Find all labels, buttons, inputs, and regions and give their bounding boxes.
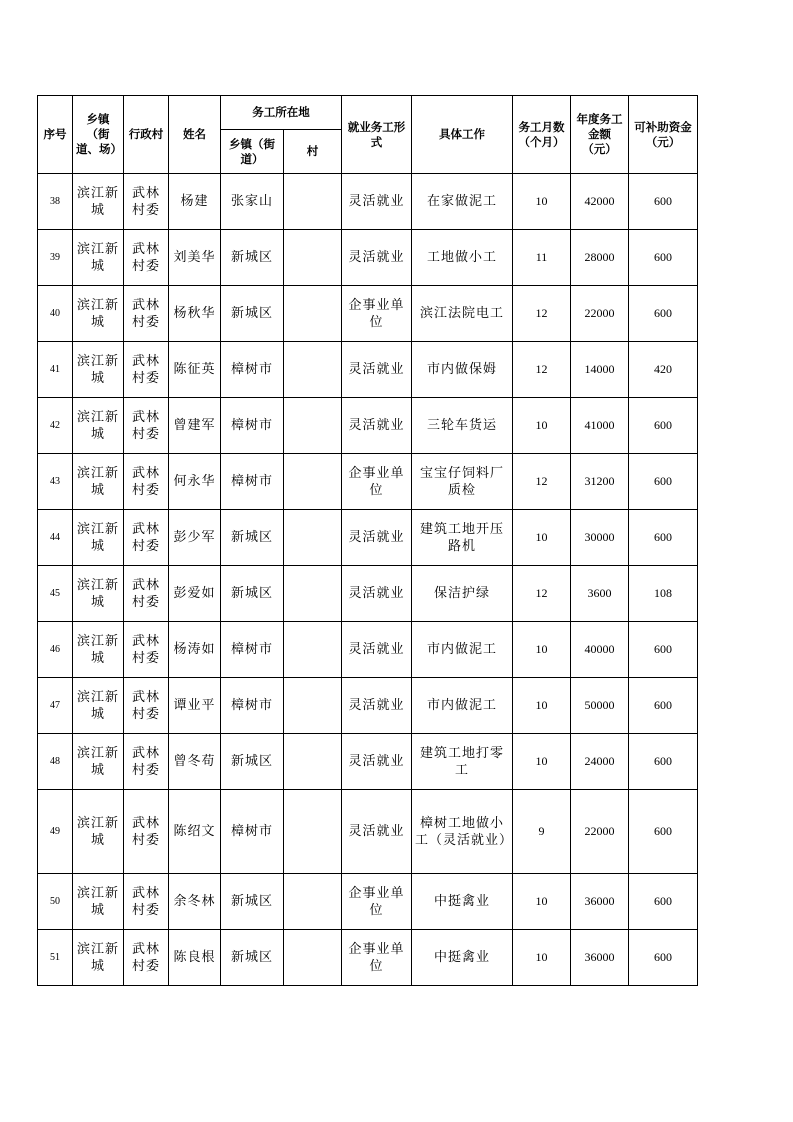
table-row	[38, 678, 698, 734]
cell-township: 滨江新城	[73, 342, 124, 398]
cell-village: 武林村委	[124, 454, 169, 510]
cell-village: 武林村委	[124, 566, 169, 622]
cell-annual-income: 30000	[571, 510, 629, 566]
cell-job: 宝宝仔饲料厂质检	[412, 454, 513, 510]
cell-subsidy: 600	[629, 286, 698, 342]
cell-village: 武林村委	[124, 622, 169, 678]
cell-name: 刘美华	[169, 230, 221, 286]
cell-work-village	[284, 230, 342, 286]
header-job: 具体工作	[412, 96, 513, 174]
cell-annual-income: 22000	[571, 286, 629, 342]
cell-job: 市内做泥工	[412, 622, 513, 678]
header-months: 务工月数（个月）	[513, 96, 571, 174]
cell-township: 滨江新城	[73, 286, 124, 342]
table-body	[38, 174, 698, 986]
cell-township: 滨江新城	[73, 174, 124, 230]
cell-job: 中挺禽业	[412, 874, 513, 930]
cell-annual-income: 36000	[571, 874, 629, 930]
header-subsidy: 可补助资金（元）	[629, 96, 698, 174]
table-row	[38, 930, 698, 986]
cell-seq: 44	[38, 510, 73, 566]
cell-seq: 38	[38, 174, 73, 230]
table-row	[38, 454, 698, 510]
cell-work-village	[284, 734, 342, 790]
cell-months: 10	[513, 678, 571, 734]
cell-work-village	[284, 286, 342, 342]
header-annual-income: 年度务工金额（元）	[571, 96, 629, 174]
cell-village: 武林村委	[124, 874, 169, 930]
cell-months: 12	[513, 566, 571, 622]
cell-annual-income: 40000	[571, 622, 629, 678]
cell-work-town: 张家山	[221, 174, 284, 230]
cell-name: 彭爱如	[169, 566, 221, 622]
cell-township: 滨江新城	[73, 790, 124, 874]
cell-months: 10	[513, 622, 571, 678]
cell-subsidy: 600	[629, 398, 698, 454]
cell-job: 在家做泥工	[412, 174, 513, 230]
cell-name: 曾冬苟	[169, 734, 221, 790]
cell-name: 陈良根	[169, 930, 221, 986]
cell-employment-form: 灵活就业	[342, 174, 412, 230]
cell-work-town: 樟树市	[221, 454, 284, 510]
cell-village: 武林村委	[124, 398, 169, 454]
cell-employment-form: 灵活就业	[342, 566, 412, 622]
cell-name: 陈绍文	[169, 790, 221, 874]
cell-months: 10	[513, 174, 571, 230]
cell-work-village	[284, 678, 342, 734]
cell-village: 武林村委	[124, 734, 169, 790]
cell-village: 武林村委	[124, 678, 169, 734]
cell-annual-income: 42000	[571, 174, 629, 230]
cell-work-town: 樟树市	[221, 622, 284, 678]
cell-annual-income: 24000	[571, 734, 629, 790]
cell-seq: 43	[38, 454, 73, 510]
cell-employment-form: 灵活就业	[342, 230, 412, 286]
header-work-location: 务工所在地	[221, 96, 342, 130]
cell-township: 滨江新城	[73, 930, 124, 986]
cell-work-village	[284, 930, 342, 986]
cell-work-town: 新城区	[221, 510, 284, 566]
cell-employment-form: 灵活就业	[342, 678, 412, 734]
cell-village: 武林村委	[124, 930, 169, 986]
cell-annual-income: 50000	[571, 678, 629, 734]
cell-months: 10	[513, 398, 571, 454]
cell-employment-form: 灵活就业	[342, 790, 412, 874]
cell-seq: 49	[38, 790, 73, 874]
cell-work-town: 樟树市	[221, 342, 284, 398]
cell-subsidy: 600	[629, 874, 698, 930]
cell-name: 何永华	[169, 454, 221, 510]
table-row	[38, 510, 698, 566]
cell-job: 保洁护绿	[412, 566, 513, 622]
cell-job: 滨江法院电工	[412, 286, 513, 342]
cell-village: 武林村委	[124, 790, 169, 874]
cell-seq: 42	[38, 398, 73, 454]
cell-village: 武林村委	[124, 286, 169, 342]
cell-subsidy: 420	[629, 342, 698, 398]
cell-seq: 51	[38, 930, 73, 986]
cell-name: 杨涛如	[169, 622, 221, 678]
cell-work-town: 新城区	[221, 566, 284, 622]
cell-work-village	[284, 510, 342, 566]
cell-work-village	[284, 566, 342, 622]
header-row-top	[38, 96, 698, 130]
cell-subsidy: 108	[629, 566, 698, 622]
cell-work-village	[284, 790, 342, 874]
cell-work-village	[284, 174, 342, 230]
cell-seq: 45	[38, 566, 73, 622]
cell-job: 三轮车货运	[412, 398, 513, 454]
table-row	[38, 566, 698, 622]
cell-seq: 41	[38, 342, 73, 398]
cell-seq: 39	[38, 230, 73, 286]
table-row	[38, 398, 698, 454]
cell-name: 曾建军	[169, 398, 221, 454]
cell-subsidy: 600	[629, 734, 698, 790]
cell-township: 滨江新城	[73, 678, 124, 734]
table-row	[38, 874, 698, 930]
header-township: 乡镇（街道、场）	[73, 96, 124, 174]
cell-township: 滨江新城	[73, 874, 124, 930]
table-row	[38, 230, 698, 286]
cell-months: 9	[513, 790, 571, 874]
cell-village: 武林村委	[124, 230, 169, 286]
cell-subsidy: 600	[629, 678, 698, 734]
cell-work-town: 樟树市	[221, 790, 284, 874]
cell-township: 滨江新城	[73, 734, 124, 790]
cell-subsidy: 600	[629, 790, 698, 874]
cell-name: 杨秋华	[169, 286, 221, 342]
table-row	[38, 790, 698, 874]
cell-subsidy: 600	[629, 510, 698, 566]
subsidy-table	[37, 95, 698, 986]
header-work-township: 乡镇（街道）	[221, 130, 284, 174]
cell-job: 中挺禽业	[412, 930, 513, 986]
header-village-admin: 行政村	[124, 96, 169, 174]
cell-months: 10	[513, 930, 571, 986]
cell-work-village	[284, 454, 342, 510]
table-row	[38, 734, 698, 790]
cell-name: 谭业平	[169, 678, 221, 734]
cell-months: 10	[513, 874, 571, 930]
cell-village: 武林村委	[124, 510, 169, 566]
cell-subsidy: 600	[629, 230, 698, 286]
cell-work-town: 樟树市	[221, 678, 284, 734]
cell-township: 滨江新城	[73, 230, 124, 286]
table-row	[38, 622, 698, 678]
cell-work-town: 新城区	[221, 874, 284, 930]
cell-township: 滨江新城	[73, 398, 124, 454]
cell-months: 10	[513, 510, 571, 566]
cell-work-town: 新城区	[221, 286, 284, 342]
cell-months: 12	[513, 342, 571, 398]
cell-employment-form: 灵活就业	[342, 622, 412, 678]
cell-work-village	[284, 622, 342, 678]
cell-employment-form: 灵活就业	[342, 398, 412, 454]
cell-employment-form: 灵活就业	[342, 342, 412, 398]
cell-name: 彭少军	[169, 510, 221, 566]
cell-annual-income: 3600	[571, 566, 629, 622]
cell-township: 滨江新城	[73, 566, 124, 622]
cell-township: 滨江新城	[73, 510, 124, 566]
cell-employment-form: 企事业单位	[342, 286, 412, 342]
cell-annual-income: 22000	[571, 790, 629, 874]
cell-employment-form: 企事业单位	[342, 454, 412, 510]
cell-name: 杨建	[169, 174, 221, 230]
header-name: 姓名	[169, 96, 221, 174]
cell-name: 余冬林	[169, 874, 221, 930]
header-work-village: 村	[284, 130, 342, 174]
cell-months: 12	[513, 454, 571, 510]
cell-annual-income: 41000	[571, 398, 629, 454]
cell-subsidy: 600	[629, 454, 698, 510]
cell-annual-income: 31200	[571, 454, 629, 510]
cell-employment-form: 企事业单位	[342, 930, 412, 986]
table-row	[38, 342, 698, 398]
cell-work-town: 樟树市	[221, 398, 284, 454]
cell-annual-income: 14000	[571, 342, 629, 398]
cell-annual-income: 28000	[571, 230, 629, 286]
cell-subsidy: 600	[629, 174, 698, 230]
cell-months: 12	[513, 286, 571, 342]
cell-township: 滨江新城	[73, 454, 124, 510]
cell-seq: 48	[38, 734, 73, 790]
header-seq: 序号	[38, 96, 73, 174]
cell-work-village	[284, 342, 342, 398]
cell-employment-form: 灵活就业	[342, 510, 412, 566]
cell-township: 滨江新城	[73, 622, 124, 678]
cell-subsidy: 600	[629, 622, 698, 678]
cell-job: 工地做小工	[412, 230, 513, 286]
cell-subsidy: 600	[629, 930, 698, 986]
cell-job: 建筑工地打零工	[412, 734, 513, 790]
cell-seq: 47	[38, 678, 73, 734]
cell-work-village	[284, 874, 342, 930]
cell-work-town: 新城区	[221, 930, 284, 986]
header-employment-form: 就业务工形式	[342, 96, 412, 174]
cell-employment-form: 灵活就业	[342, 734, 412, 790]
cell-job: 建筑工地开压路机	[412, 510, 513, 566]
cell-annual-income: 36000	[571, 930, 629, 986]
cell-job: 市内做保姆	[412, 342, 513, 398]
cell-village: 武林村委	[124, 342, 169, 398]
cell-job: 樟树工地做小工（灵活就业）	[412, 790, 513, 874]
cell-employment-form: 企事业单位	[342, 874, 412, 930]
cell-work-village	[284, 398, 342, 454]
cell-seq: 50	[38, 874, 73, 930]
cell-months: 10	[513, 734, 571, 790]
cell-seq: 46	[38, 622, 73, 678]
table-row	[38, 286, 698, 342]
cell-work-town: 新城区	[221, 230, 284, 286]
cell-months: 11	[513, 230, 571, 286]
cell-name: 陈征英	[169, 342, 221, 398]
cell-job: 市内做泥工	[412, 678, 513, 734]
cell-work-town: 新城区	[221, 734, 284, 790]
cell-seq: 40	[38, 286, 73, 342]
cell-village: 武林村委	[124, 174, 169, 230]
table-row	[38, 174, 698, 230]
